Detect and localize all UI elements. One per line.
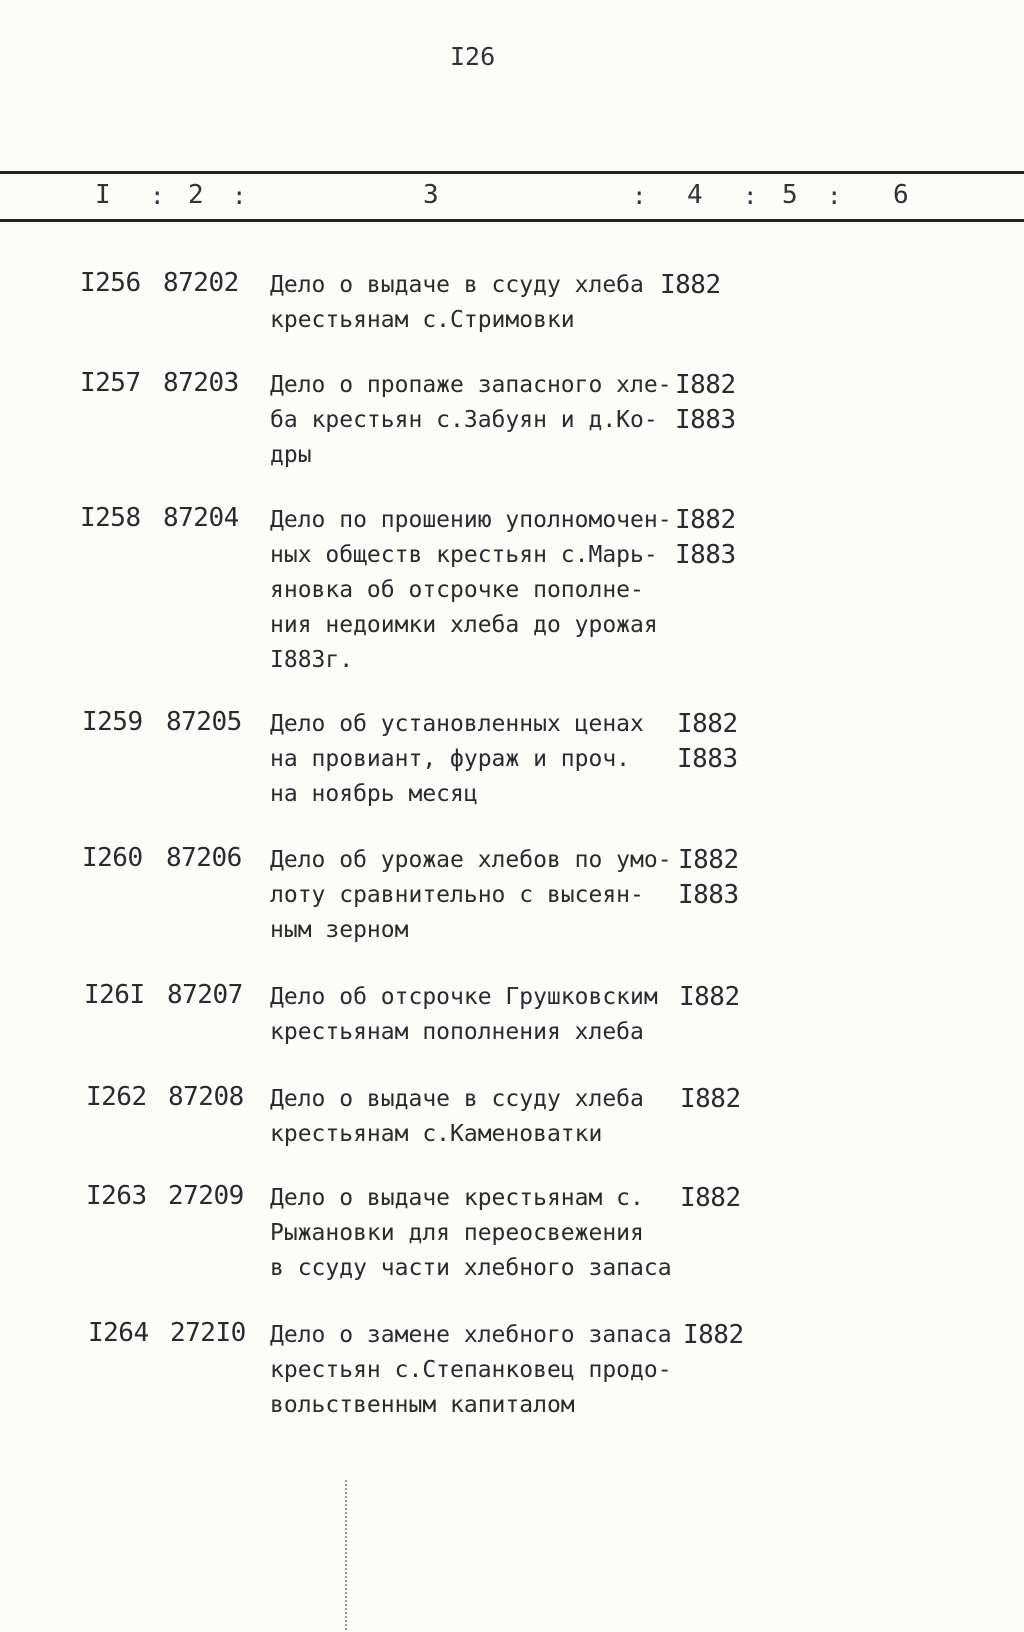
- description-line: ба крестьян с.Забуян и д.Ко-: [270, 407, 658, 433]
- header-rule-top: [0, 171, 1024, 174]
- description-line: Дело о пропаже запасного хле-: [270, 372, 672, 398]
- entry-year: I882: [679, 982, 740, 1012]
- entry-years: [675, 503, 736, 573]
- entry-code: 87206: [166, 843, 242, 873]
- description-line: крестьянам с.Стримовки: [270, 307, 575, 333]
- entry-number: I257: [80, 368, 141, 398]
- description-line: ным зерном: [270, 917, 409, 943]
- description-line: Дело об установленных ценах: [270, 711, 644, 737]
- entry-description: [270, 1082, 690, 1152]
- entry-number: I256: [80, 268, 141, 298]
- entry-code: 87205: [166, 707, 242, 737]
- description-line: вольственным капиталом: [270, 1392, 575, 1418]
- description-line: Дело об урожае хлебов по умо-: [270, 847, 672, 873]
- description-line: Дело о замене хлебного запаса: [270, 1322, 672, 1348]
- entry-number: I260: [82, 843, 143, 873]
- description-line: яновка об отсрочке пополне-: [270, 577, 644, 603]
- entry-number: I262: [86, 1082, 147, 1112]
- entry-year: I882: [677, 709, 738, 739]
- entry-years: [677, 707, 738, 777]
- entry-year: I882: [680, 1183, 741, 1213]
- description-line: дры: [270, 442, 312, 468]
- description-line: Дело об отсрочке Грушковским: [270, 984, 658, 1010]
- entry-description: [270, 707, 690, 812]
- description-line: ния недоимки хлеба до урожая: [270, 612, 658, 638]
- description-line: в ссуду части хлебного запаса: [270, 1255, 672, 1281]
- entry-year: I882: [678, 845, 739, 875]
- description-line: на провиант, фураж и проч.: [270, 746, 631, 772]
- page-number: I26: [450, 42, 496, 71]
- entry-year: I883: [677, 744, 738, 774]
- entry-years: [683, 1318, 744, 1353]
- entry-number: I263: [86, 1181, 147, 1211]
- column-header-2: 2: [188, 180, 204, 210]
- entry-year: I883: [678, 880, 739, 910]
- entry-number: I264: [88, 1318, 149, 1348]
- entry-year: I883: [675, 405, 736, 435]
- entry-code: 87208: [168, 1082, 244, 1112]
- description-line: на ноябрь месяц: [270, 781, 478, 807]
- entry-description: [270, 368, 690, 473]
- entry-years: [680, 1082, 741, 1117]
- entry-year: I882: [660, 270, 721, 300]
- description-line: лоту сравнительно с высеян-: [270, 882, 644, 908]
- description-line: Рыжановки для переосвежения: [270, 1220, 644, 1246]
- entry-description: [270, 503, 690, 678]
- entry-code: 272I0: [170, 1318, 246, 1348]
- column-header-3: 3: [423, 180, 439, 210]
- description-line: I883г.: [270, 647, 354, 673]
- entry-code: 87207: [167, 980, 243, 1010]
- entry-description: [270, 843, 690, 948]
- column-separator: :: [150, 182, 165, 210]
- entry-code: 87202: [163, 268, 239, 298]
- entry-years: [679, 980, 740, 1015]
- fold-mark: [345, 1480, 348, 1630]
- description-line: Дело о выдаче в ссуду хлеба: [270, 272, 644, 298]
- entry-years: [678, 843, 739, 913]
- entry-years: [660, 268, 721, 303]
- column-header-4: 4: [687, 180, 703, 210]
- description-line: крестьян с.Степанковец продо-: [270, 1357, 672, 1383]
- description-line: Дело о выдаче в ссуду хлеба: [270, 1086, 644, 1112]
- description-line: Дело по прошению уполномочен-: [270, 507, 672, 533]
- entry-number: I258: [80, 503, 141, 533]
- description-line: ных обществ крестьян с.Марь-: [270, 542, 658, 568]
- header-rule-bottom: [0, 219, 1024, 222]
- column-separator: :: [827, 182, 842, 210]
- entry-number: I26I: [84, 980, 145, 1010]
- column-header-1: I: [95, 180, 111, 210]
- description-line: Дело о выдаче крестьянам с.: [270, 1185, 644, 1211]
- description-line: крестьянам с.Каменоватки: [270, 1121, 603, 1147]
- entry-code: 87203: [163, 368, 239, 398]
- entry-years: [675, 368, 736, 438]
- entry-year: I882: [675, 505, 736, 535]
- entry-code: 87204: [163, 503, 239, 533]
- column-separator: :: [232, 182, 247, 210]
- entry-description: [270, 268, 690, 338]
- column-header-5: 5: [782, 180, 798, 210]
- entry-code: 27209: [168, 1181, 244, 1211]
- entry-description: [270, 1318, 690, 1423]
- entry-year: I882: [683, 1320, 744, 1350]
- entry-years: [680, 1181, 741, 1216]
- column-header-6: 6: [893, 180, 909, 210]
- entry-description: [270, 1181, 690, 1286]
- entry-year: I882: [680, 1084, 741, 1114]
- entry-year: I883: [675, 540, 736, 570]
- column-separator: :: [632, 182, 647, 210]
- description-line: крестьянам пополнения хлеба: [270, 1019, 644, 1045]
- column-separator: :: [743, 182, 758, 210]
- entry-number: I259: [82, 707, 143, 737]
- entry-description: [270, 980, 690, 1050]
- entry-year: I882: [675, 370, 736, 400]
